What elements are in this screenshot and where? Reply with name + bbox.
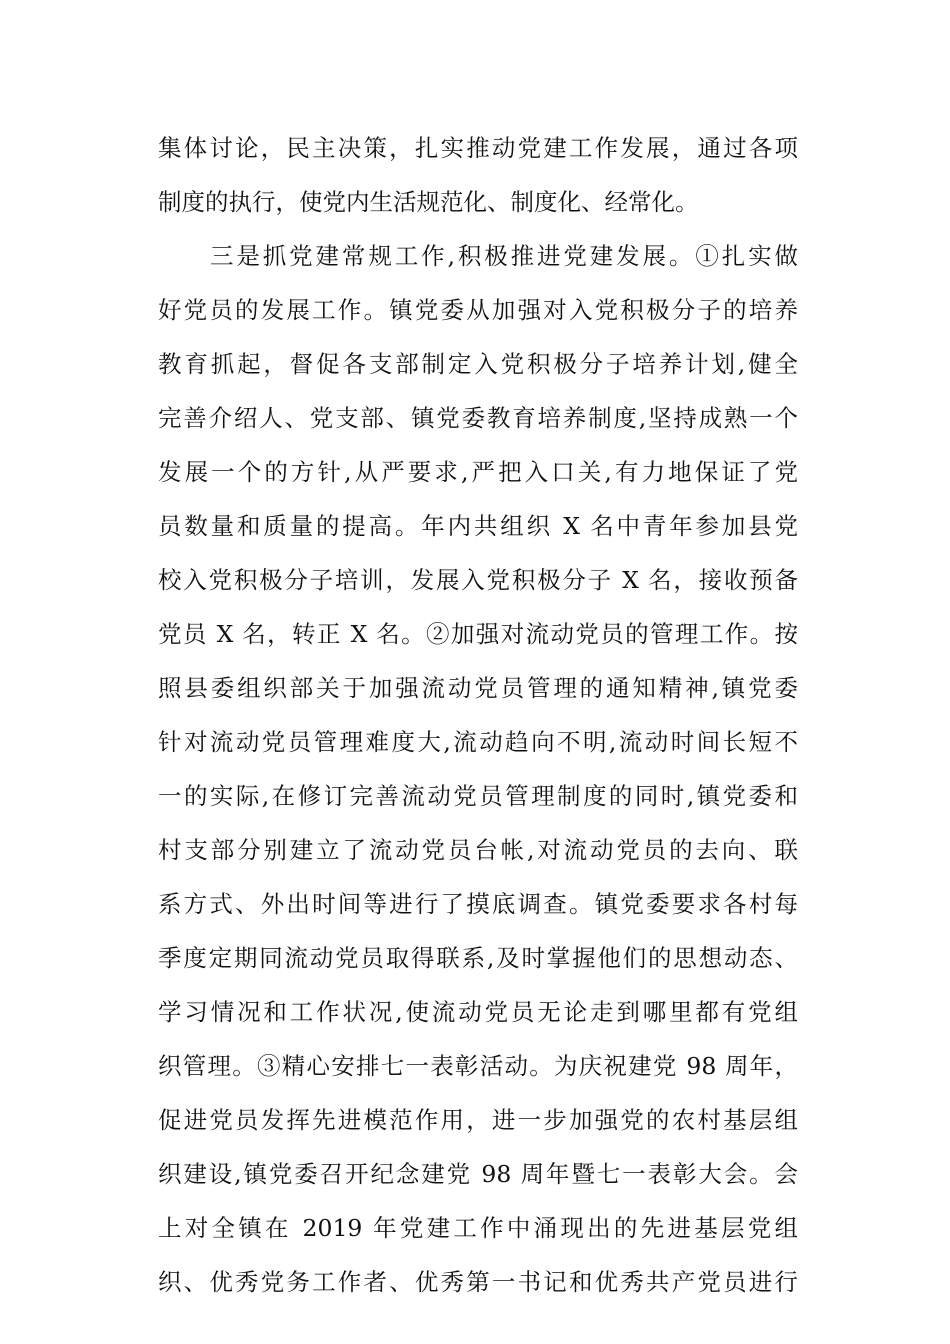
text-line: 党员 X 名，转正 X 名。②加强对流动党员的管理工作。按 [158,620,798,648]
text-line: 学习情况和工作状况,使流动党员无论走到哪里都有党组 [158,998,798,1026]
text-line: 照县委组织部关于加强流动党员管理的通知精神,镇党委 [158,674,798,702]
text-line: 促进党员发挥先进模范作用，进一步加强党的农村基层组 [158,1106,798,1134]
text-line: 一的实际,在修订完善流动党员管理制度的同时,镇党委和 [158,782,798,810]
text-line: 针对流动党员管理难度大,流动趋向不明,流动时间长短不 [158,728,798,756]
text-line: 系方式、外出时间等进行了摸底调查。镇党委要求各村每 [158,890,798,918]
paragraph-start-line: 三是抓党建常规工作,积极推进党建发展。①扎实做 [210,242,798,270]
text-line: 季度定期同流动党员取得联系,及时掌握他们的思想动态、 [158,944,798,972]
text-line: 上对全镇在 2019 年党建工作中涌现出的先进基层党组 [158,1214,798,1242]
text-line: 织管理。③精心安排七一表彰活动。为庆祝建党 98 周年， [158,1052,798,1080]
text-line: 织、优秀党务工作者、优秀第一书记和优秀共产党员进行 [158,1268,798,1296]
text-line: 员数量和质量的提高。年内共组织 X 名中青年参加县党 [158,512,798,540]
text-line: 集体讨论，民主决策，扎实推动党建工作发展，通过各项 [158,134,798,162]
text-line: 教育抓起，督促各支部制定入党积极分子培养计划,健全 [158,350,798,378]
text-line: 完善介绍人、党支部、镇党委教育培养制度,坚持成熟一个 [158,404,798,432]
text-line: 发展一个的方针,从严要求,严把入口关,有力地保证了党 [158,458,798,486]
text-line: 好党员的发展工作。镇党委从加强对入党积极分子的培养 [158,296,798,324]
text-line: 校入党积极分子培训，发展入党积极分子 X 名，接收预备 [158,566,798,594]
text-line: 制度的执行，使党内生活规范化、制度化、经常化。 [158,188,699,216]
text-line: 织建设,镇党委召开纪念建党 98 周年暨七一表彰大会。会 [158,1160,798,1188]
document-body [158,121,798,1309]
text-line: 村支部分别建立了流动党员台帐,对流动党员的去向、联 [158,836,798,864]
